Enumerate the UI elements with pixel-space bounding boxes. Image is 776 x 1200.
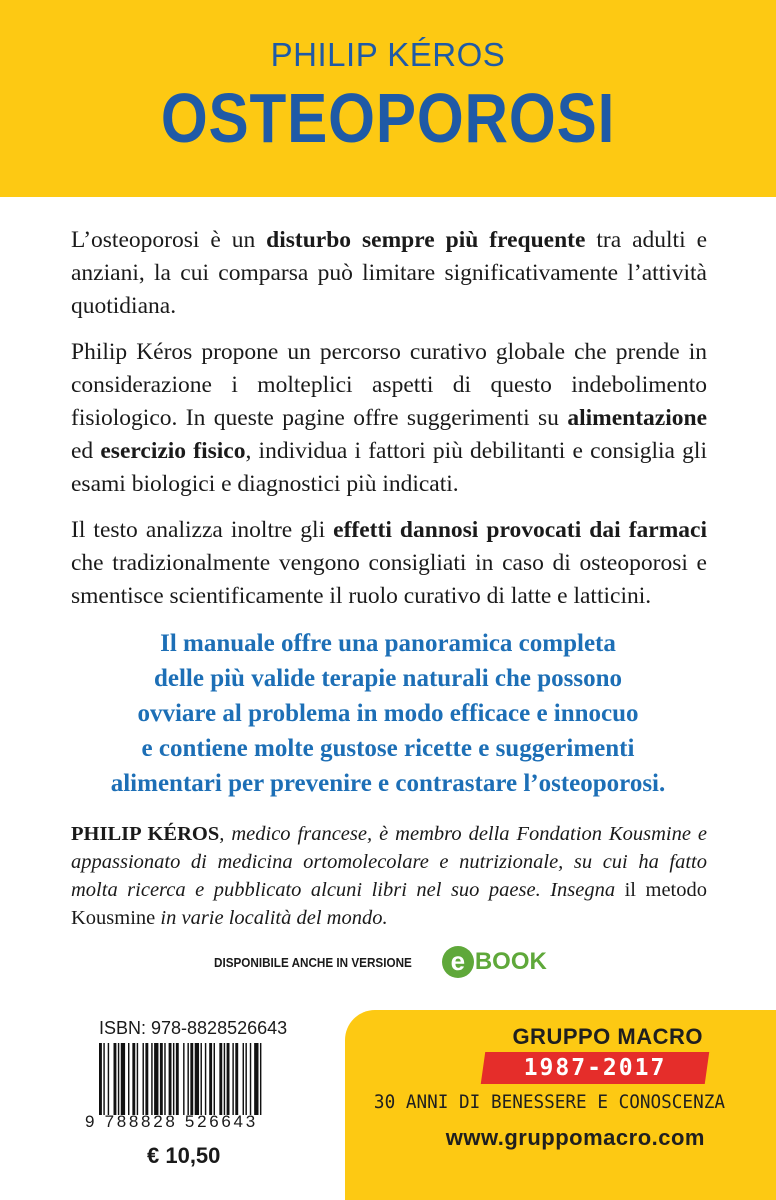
barcode-bar [205,1043,206,1115]
book-title: OSTEOPOROSI [160,79,616,157]
barcode-bar [118,1043,119,1115]
highlight-line: alimentari per prevenire e contrastare l’osteoporosi. [110,770,666,797]
barcode-bar [254,1043,258,1115]
bio-author-name: PHILIP KÉROS [71,823,220,845]
ebook-logo-icon: e [442,946,474,978]
ebook-availability [214,946,547,978]
barcode-bar [160,1043,163,1115]
barcode-bar [121,1043,125,1115]
barcode-bar [137,1043,138,1115]
barcode-bar [190,1043,193,1115]
barcode-bar [154,1043,158,1115]
barcode-bar [187,1043,188,1115]
barcode-bar [214,1043,215,1115]
barcode-bar [227,1043,230,1115]
barcode-bar [243,1043,244,1115]
publisher-name: GRUPPO MACRO [512,1024,703,1049]
barcode-bar [145,1043,148,1115]
barcode-bar [128,1043,129,1115]
price: € 10,50 [147,1143,221,1168]
barcode-bar [195,1043,199,1115]
highlight-line: e contiene molte gustose ricette e suggerimenti [141,735,635,762]
paragraph-1: L’osteoporosi è un disturbo sempre più frequente tra adulti e anziani, la cui comparsa può limitare significativamente l’attività quotidiana. [71,227,707,319]
barcode-digits: 9 788828 526643 [85,1112,258,1131]
description [71,224,707,626]
barcode-icon [99,1043,311,1115]
author-name: PHILIP KÉROS [270,36,506,73]
barcode-bar [224,1043,225,1115]
barcode-bar [176,1043,179,1115]
barcode-bar [201,1043,202,1115]
barcode-bar [183,1043,184,1115]
barcode-bar [143,1043,144,1115]
barcode-bar [99,1043,102,1115]
barcode-bar [103,1043,104,1115]
highlight-line: ovviare al problema in modo efficace e innocuo [137,700,639,727]
highlight-line: delle più valide terapie naturali che possono [153,665,623,692]
anniversary-years: 1987-2017 [523,1055,667,1081]
header-band [0,0,776,197]
barcode-bar [250,1043,251,1115]
anniversary-badge [481,1052,709,1084]
isbn-text: ISBN: 978-8828526643 [99,1018,288,1038]
paragraph-3: Il testo analizza inoltre gli effetti dannosi provocati dai farmaci che tradizionalmente vengono consigliati in caso di osteoporosi e smentisce scientificamente il ruolo curativo di latte e latticini. [71,517,707,609]
barcode-bar [132,1043,135,1115]
ebook-label: DISPONIBILE ANCHE IN VERSIONE [214,954,412,970]
barcode-bar [245,1043,246,1115]
highlight-line: Il manuale offre una panoramica completa [160,630,616,657]
barcode-bar [209,1043,212,1115]
publisher-url[interactable]: www.gruppomacro.com [445,1125,705,1150]
barcode-bar [235,1043,238,1115]
barcode-bar [219,1043,222,1115]
barcode-bar [114,1043,117,1115]
publisher-tagline: 30 ANNI DI BENESSERE E CONOSCENZA [373,1091,725,1113]
publisher-box [345,1010,776,1200]
barcode-bar [169,1043,172,1115]
barcode-bar [260,1043,261,1115]
paragraph-2: Philip Kéros propone un percorso curativo globale che prende in considerazione i molteplici aspetti di questo indebolimento fisiologico. In queste pagine offre suggerimenti su alimentazione ed esercizio fisico, individua i fattori più debilitanti e consiglia gli esami biologici e diagnostici più indicati. [71,339,707,497]
barcode-bar [164,1043,165,1115]
barcode-bar [173,1043,174,1115]
ebook-word: BOOK [474,948,547,975]
barcode-bar [151,1043,152,1115]
barcode-bar [232,1043,233,1115]
barcode-bar [108,1043,109,1115]
author-bio: PHILIP KÉROS, medico francese, è membro della Fondation Kousmine e appassionato di medicina ortomolecolare e nutrizionale, su cui ha fatto molta ricerca e pubblicato alcuni libri nel suo paese. Insegna il metodo Kousmine in varie località del mondo. [71,823,708,929]
highlight-block [40,626,736,801]
